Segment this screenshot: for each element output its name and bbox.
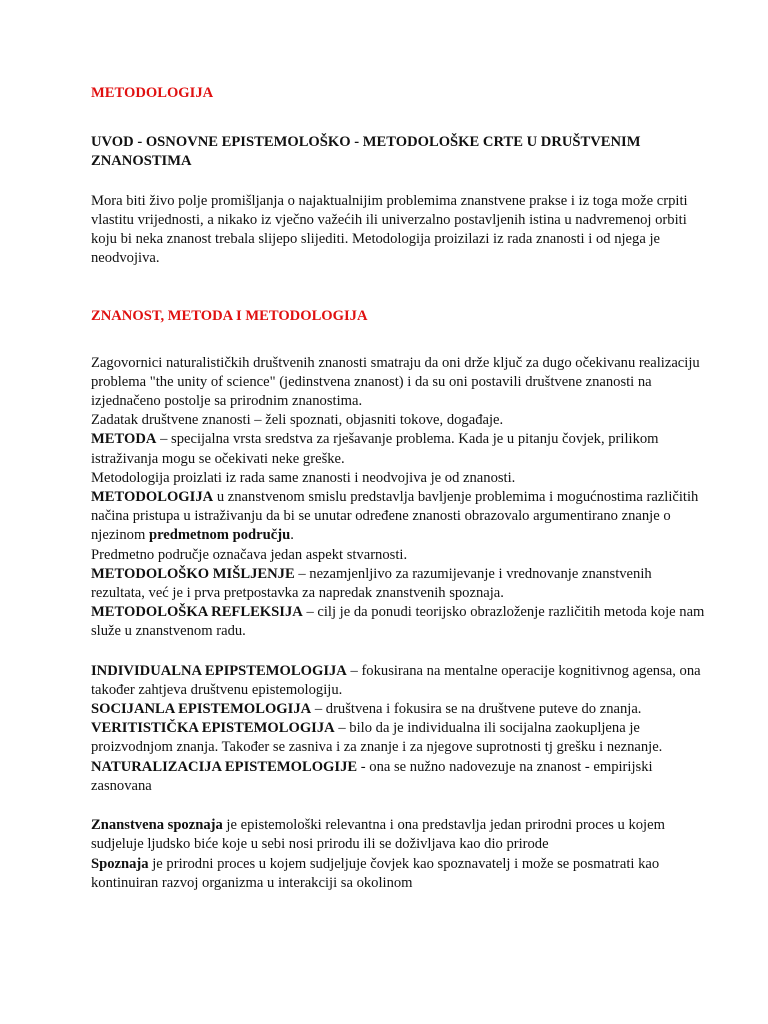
definition-metodologija-end: . xyxy=(290,527,294,544)
term-metodoloska-refleksija: METODOLOŠKA REFLEKSIJA xyxy=(91,604,303,621)
definition-metodologija: u znanstvenom smislu predstavlja bavljenje problemima i mogućnostima različitih načina pristupa u istraživanju da bi se unutar određene znanosti obrazovalo argumentirano znanje o njezinom xyxy=(91,489,699,544)
paragraph-naturalizacija xyxy=(91,758,708,796)
section-body-znanost xyxy=(91,354,708,642)
term-naturalizacija: NATURALIZACIJA EPISTEMOLOGIJE xyxy=(91,758,358,775)
epistemology-definitions xyxy=(91,662,708,796)
paragraph-metodolosko-misljenje xyxy=(91,565,708,603)
spoznaja-definitions xyxy=(91,816,708,893)
term-metodolosko-misljenje: METODOLOŠKO MIŠLJENJE xyxy=(91,565,295,582)
document-title: METODOLOGIJA xyxy=(91,85,214,101)
definition-metodoloska-refleksija: – cilj je da ponudi teorijsko obrazloženje različitih metoda koje nam služe u znanstvenom radu. xyxy=(91,604,705,640)
paragraph-predmetno-podrucje: Predmetno područje označava jedan aspekt stvarnosti. xyxy=(91,546,408,563)
term-metodologija: METODOLOGIJA xyxy=(91,489,214,506)
section-heading-znanost: ZNANOST, METODA I METODOLOGIJA xyxy=(91,308,368,325)
term-socijalna: SOCIJANLA EPISTEMOLOGIJA xyxy=(91,701,312,718)
term-veritisticka: VERITISTIČKA EPISTEMOLOGIJA xyxy=(91,720,335,737)
paragraph-veritisticka xyxy=(91,719,708,757)
paragraph-znanstvena-spoznaja xyxy=(91,816,708,854)
paragraph-zadatak: Zadatak društvene znanosti – želi spoznati, objasniti tokove, događaje. xyxy=(91,412,504,429)
definition-znanstvena-spoznaja: je epistemološki relevantna i ona predstavlja jedan prirodni proces u kojem sudjeluje ljudsko biće koje u sebi nosi prirodu ili se doživljava kao dio prirode xyxy=(91,817,665,853)
definition-individualna: – fokusirana na mentalne operacije kognitivnog agensa, ona također zahtjeva društvenu epistemologiju. xyxy=(91,662,701,698)
term-spoznaja: Spoznaja xyxy=(91,855,149,872)
paragraph-metodologija xyxy=(91,488,708,546)
paragraph-metodologija-proizlati: Metodologija proizlati iz rada same znanosti i neodvojiva je od znanosti. xyxy=(91,469,516,486)
definition-naturalizacija: - ona se nužno nadovezuje na znanost - empirijski zasnovana xyxy=(91,758,653,794)
term-individualna: INDIVIDUALNA EPIPSTEMOLOGIJA xyxy=(91,662,347,679)
paragraph-socijalna xyxy=(91,700,708,719)
definition-spoznaja: je prirodni proces u kojem sudjeljuje čovjek kao spoznavatelj i može se posmatrati kao kontinuiran razvoj organizma u interakciji sa okolinom xyxy=(91,855,660,891)
paragraph-spoznaja xyxy=(91,855,708,893)
definition-veritisticka: – bilo da je individualna ili socijalna zaokupljena je proizvodnjom znanja. Također se zasniva i za znanje i za njegove suprotnosti tj grešku i neznanje. xyxy=(91,720,663,756)
definition-socijalna: – društvena i fokusira se na društvene puteve do znanja. xyxy=(311,701,642,718)
paragraph-zagovornici: Zagovornici naturalističkih društvenih znanosti smatraju da oni drže ključ za dugo očekivanu realizaciju problema "the unity of science" (jedinstvena znanost) i da su oni postavili društvene znanosti na izjednačeno postolje sa prirodnim znanostima. xyxy=(91,354,700,410)
intro-paragraph: Mora biti živo polje promišljanja o najaktualnijim problemima znanstvene prakse i iz toga može crpiti vlastitu vrijednosti, a nikako iz vječno važećih ili univerzalno postavljenih istina u nadvremenoj orbiti koju bi neka znanost trebala slijepo slijediti. Metodologija proizilazi iz rada znanosti i od njega je neodvojiva. xyxy=(91,192,688,267)
intro-heading: UVOD - OSNOVNE EPISTEMOLOŠKO - METODOLOŠKE CRTE U DRUŠTVENIM ZNANOSTIMA xyxy=(91,134,641,170)
term-znanstvena-spoznaja: Znanstvena spoznaja xyxy=(91,817,223,834)
paragraph-individualna xyxy=(91,662,708,700)
term-metoda: METODA xyxy=(91,431,157,448)
paragraph-metodoloska-refleksija xyxy=(91,603,708,641)
paragraph-metoda xyxy=(91,430,708,468)
definition-metoda: – specijalna vrsta sredstva za rješavanje problema. Kada je u pitanju čovjek, prilikom istraživanja mogu se očekivati neke greške. xyxy=(91,431,659,467)
definition-metodolosko-misljenje: – nezamjenljivo za razumijevanje i vrednovanje znanstvenih rezultata, već je i prva pretpostavka za napredak znanstvenih spoznaja. xyxy=(91,565,652,602)
term-predmetno-podrucje: predmetnom području xyxy=(148,527,291,544)
